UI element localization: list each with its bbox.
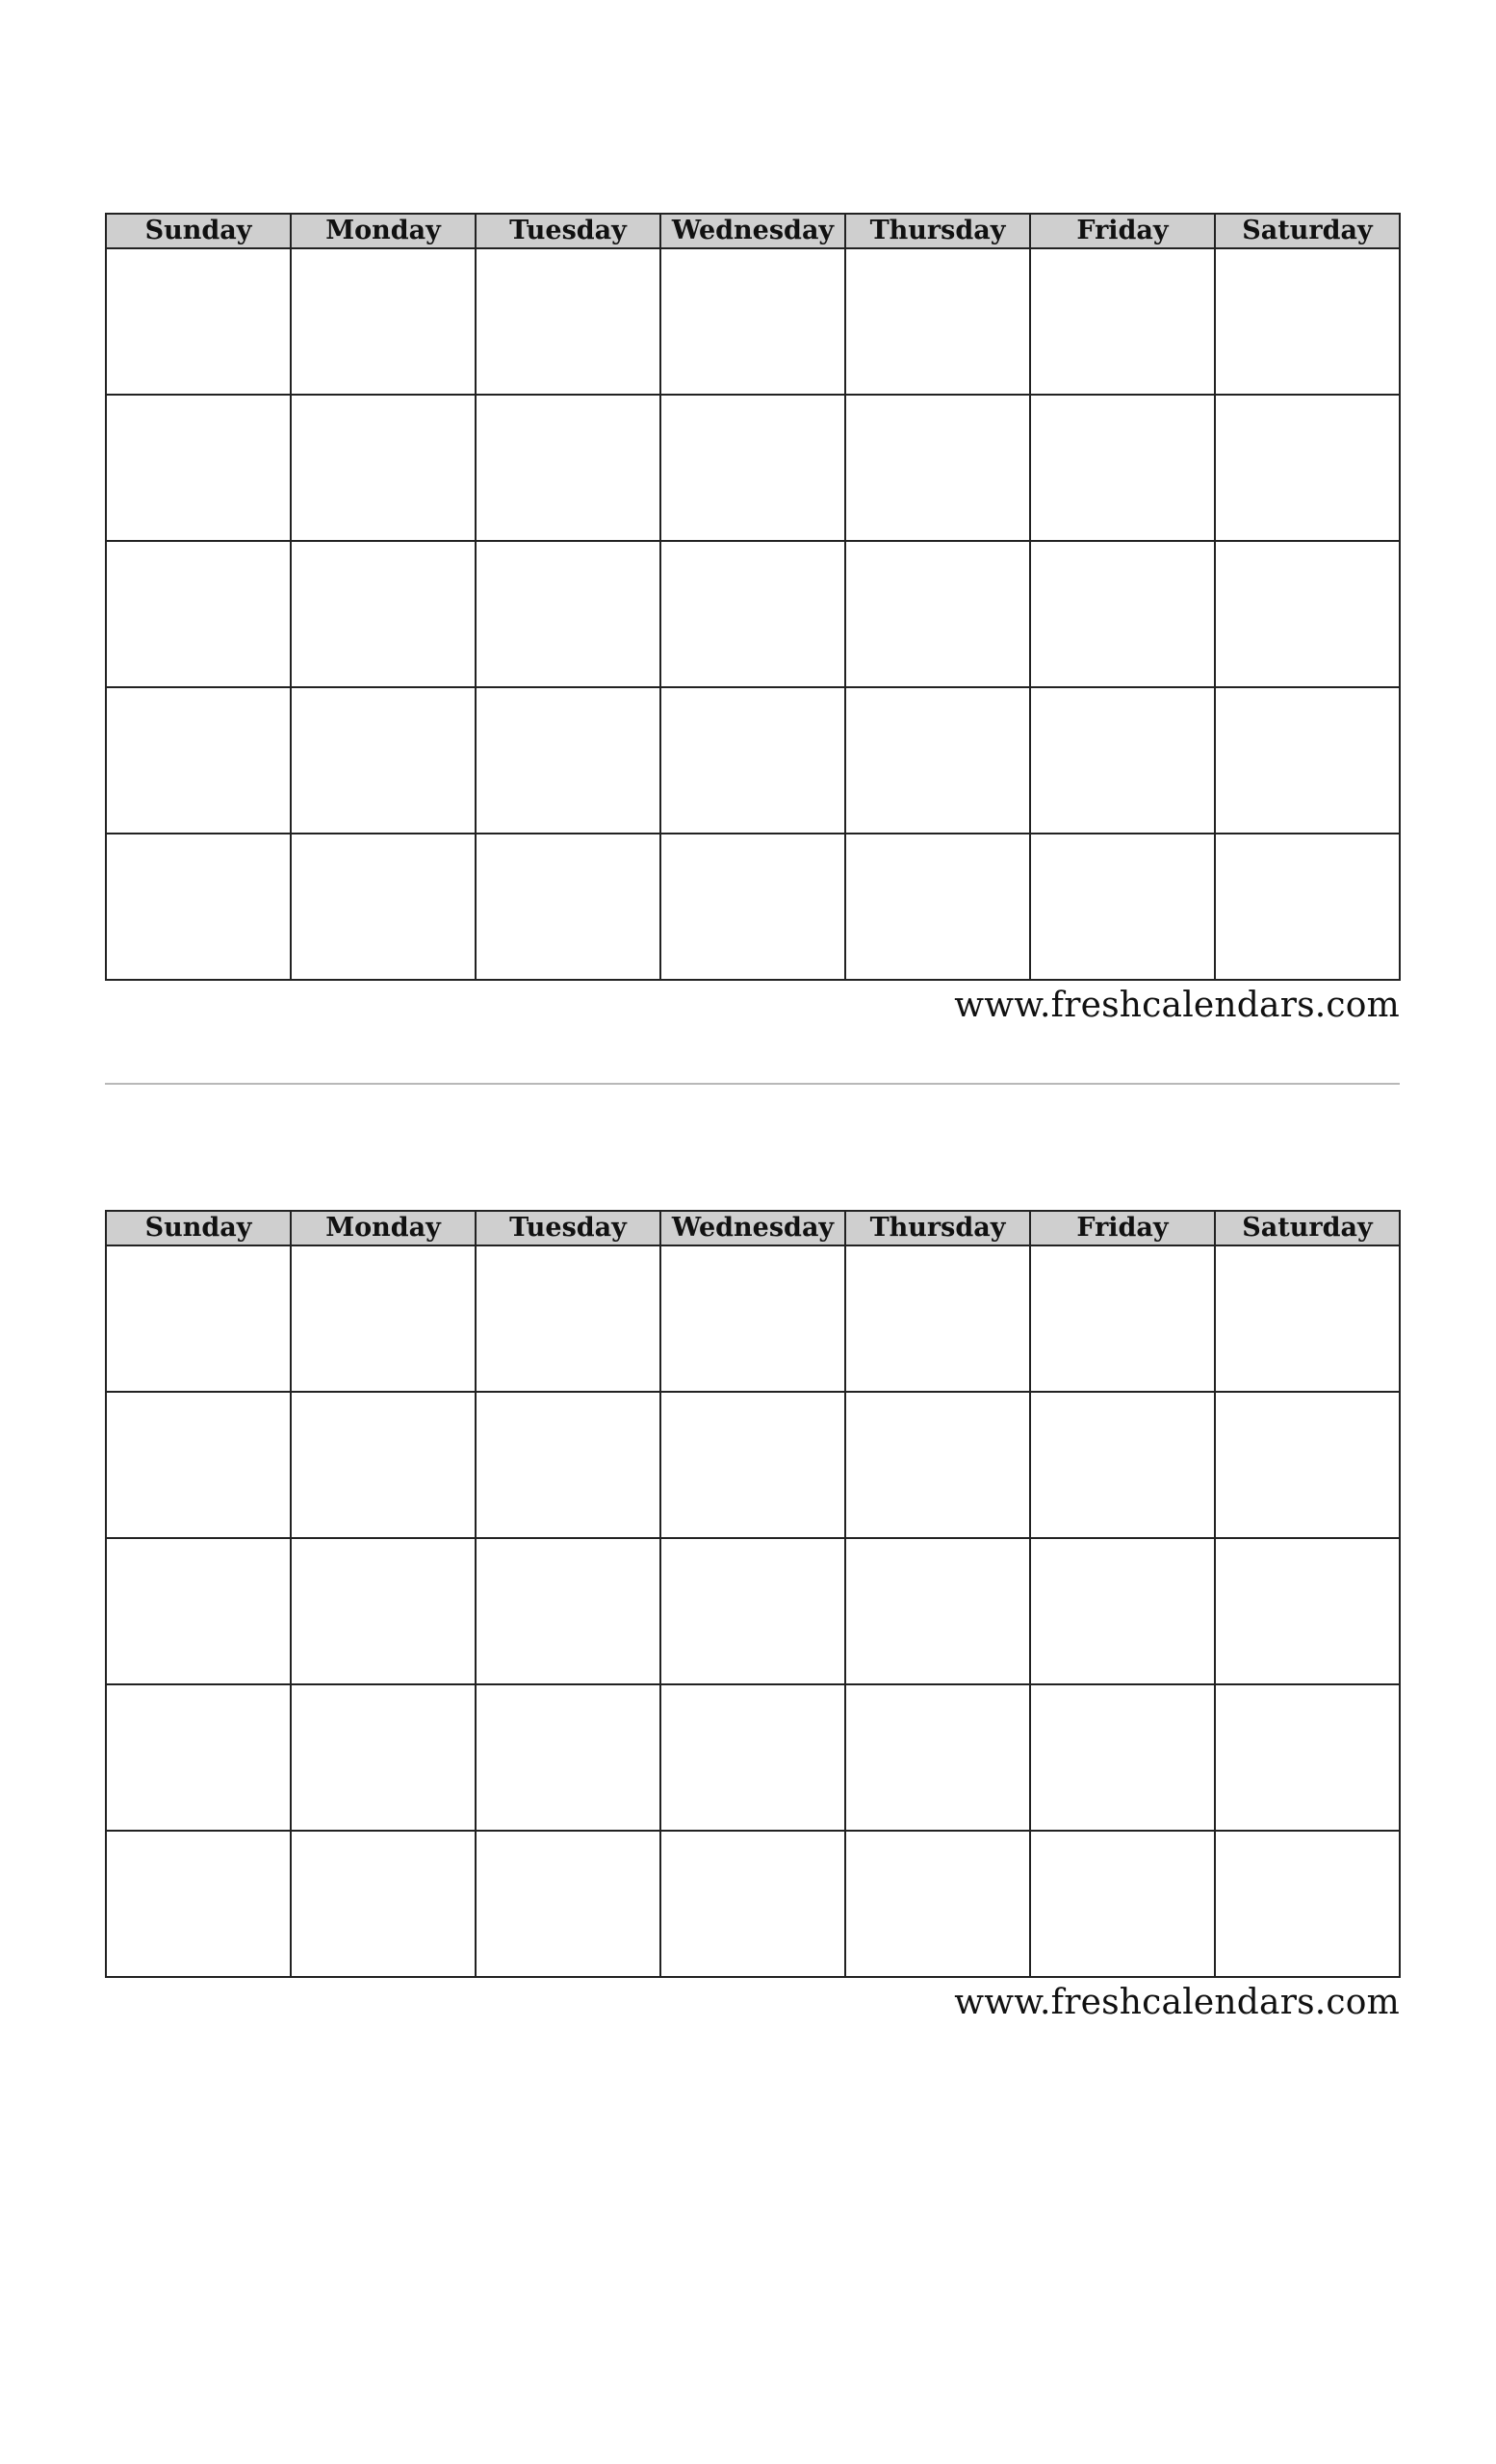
day-cell xyxy=(291,834,476,980)
day-cell xyxy=(1030,248,1215,395)
day-cell xyxy=(1030,834,1215,980)
day-cell xyxy=(1215,687,1400,834)
weekday-header-wednesday: Wednesday xyxy=(660,1211,845,1245)
day-cell xyxy=(1215,834,1400,980)
weekday-header-thursday: Thursday xyxy=(845,214,1030,248)
weekday-header-saturday: Saturday xyxy=(1215,1211,1400,1245)
day-cell xyxy=(660,395,845,541)
day-cell xyxy=(660,1538,845,1684)
weekday-header-wednesday: Wednesday xyxy=(660,214,845,248)
day-cell xyxy=(845,395,1030,541)
day-cell xyxy=(845,248,1030,395)
day-cell xyxy=(291,395,476,541)
day-cell xyxy=(660,541,845,687)
day-cell xyxy=(1215,395,1400,541)
day-cell xyxy=(1030,1538,1215,1684)
day-cell xyxy=(106,834,291,980)
day-cell xyxy=(476,395,660,541)
day-cell xyxy=(291,1392,476,1538)
day-cell xyxy=(1215,1538,1400,1684)
day-cell xyxy=(291,1831,476,1977)
day-cell xyxy=(106,541,291,687)
day-cell xyxy=(1030,541,1215,687)
week-row xyxy=(106,1831,1400,1977)
day-cell xyxy=(291,541,476,687)
day-cell xyxy=(845,834,1030,980)
day-cell xyxy=(106,687,291,834)
day-cell xyxy=(660,834,845,980)
day-cell xyxy=(1030,395,1215,541)
day-cell xyxy=(106,1538,291,1684)
day-cell xyxy=(476,834,660,980)
weekday-header-sunday: Sunday xyxy=(106,1211,291,1245)
day-cell xyxy=(1030,1392,1215,1538)
day-cell xyxy=(476,1831,660,1977)
weekday-header-monday: Monday xyxy=(291,1211,476,1245)
day-cell xyxy=(845,1245,1030,1392)
calendar-bottom xyxy=(105,1210,1400,2026)
weekday-header-tuesday: Tuesday xyxy=(476,1211,660,1245)
day-cell xyxy=(845,1392,1030,1538)
weekday-header-saturday: Saturday xyxy=(1215,214,1400,248)
day-cell xyxy=(1030,1831,1215,1977)
day-cell xyxy=(845,1831,1030,1977)
day-cell xyxy=(1030,1245,1215,1392)
day-cell xyxy=(476,1245,660,1392)
weekday-header-row xyxy=(106,214,1400,248)
website-credit: www.freshcalendars.com xyxy=(954,986,1400,1025)
week-row xyxy=(106,1538,1400,1684)
week-row xyxy=(106,687,1400,834)
week-row xyxy=(106,395,1400,541)
day-cell xyxy=(660,1392,845,1538)
day-cell xyxy=(1215,1245,1400,1392)
day-cell xyxy=(291,1684,476,1831)
day-cell xyxy=(845,687,1030,834)
day-cell xyxy=(845,1538,1030,1684)
day-cell xyxy=(291,1245,476,1392)
day-cell xyxy=(845,541,1030,687)
day-cell xyxy=(1215,1392,1400,1538)
weekday-header-friday: Friday xyxy=(1030,214,1215,248)
week-row xyxy=(106,1684,1400,1831)
day-cell xyxy=(1215,248,1400,395)
day-cell xyxy=(1215,1684,1400,1831)
day-cell xyxy=(291,248,476,395)
calendar-grid xyxy=(105,1210,1401,1978)
day-cell xyxy=(476,1538,660,1684)
day-cell xyxy=(845,1684,1030,1831)
day-cell xyxy=(476,687,660,834)
day-cell xyxy=(1215,541,1400,687)
day-cell xyxy=(1030,1684,1215,1831)
day-cell xyxy=(106,1684,291,1831)
week-row xyxy=(106,541,1400,687)
weekday-header-monday: Monday xyxy=(291,214,476,248)
day-cell xyxy=(1215,1831,1400,1977)
day-cell xyxy=(660,248,845,395)
day-cell xyxy=(291,1538,476,1684)
day-cell xyxy=(106,1245,291,1392)
calendar-top xyxy=(105,213,1400,1029)
day-cell xyxy=(476,248,660,395)
day-cell xyxy=(106,248,291,395)
day-cell xyxy=(476,1392,660,1538)
day-cell xyxy=(106,1392,291,1538)
weekday-header-row xyxy=(106,1211,1400,1245)
day-cell xyxy=(291,687,476,834)
week-row xyxy=(106,1392,1400,1538)
day-cell xyxy=(660,1245,845,1392)
calendar-grid xyxy=(105,213,1401,981)
day-cell xyxy=(476,541,660,687)
weekday-header-friday: Friday xyxy=(1030,1211,1215,1245)
weekday-header-thursday: Thursday xyxy=(845,1211,1030,1245)
week-row xyxy=(106,1245,1400,1392)
day-cell xyxy=(660,687,845,834)
weekday-header-tuesday: Tuesday xyxy=(476,214,660,248)
day-cell xyxy=(106,395,291,541)
day-cell xyxy=(660,1684,845,1831)
day-cell xyxy=(1030,687,1215,834)
weekday-header-sunday: Sunday xyxy=(106,214,291,248)
day-cell xyxy=(660,1831,845,1977)
day-cell xyxy=(106,1831,291,1977)
week-row xyxy=(106,834,1400,980)
page-divider xyxy=(105,1083,1400,1085)
website-credit: www.freshcalendars.com xyxy=(954,1983,1400,2022)
week-row xyxy=(106,248,1400,395)
day-cell xyxy=(476,1684,660,1831)
